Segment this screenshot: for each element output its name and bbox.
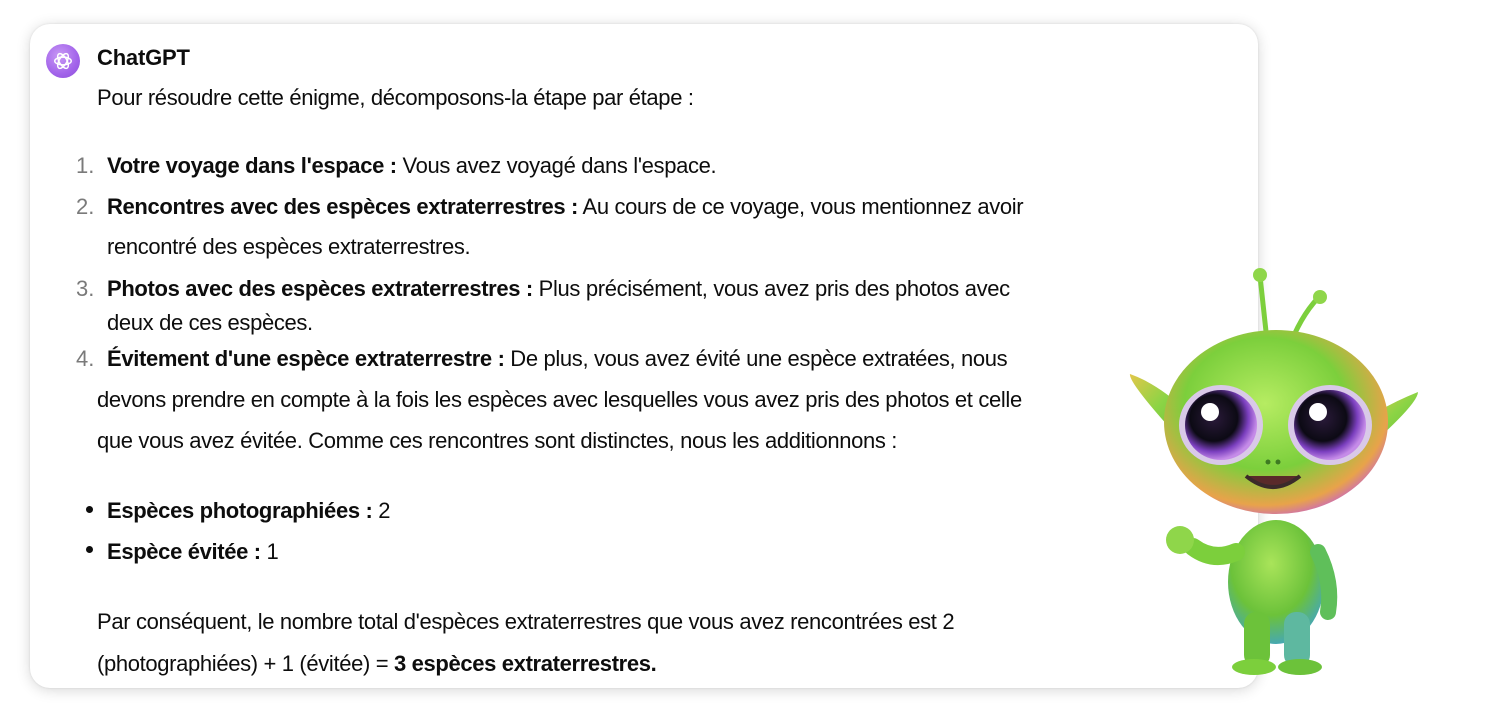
conclusion-result: 3 espèces extraterrestres.: [393, 651, 657, 676]
chatgpt-avatar-icon: [46, 44, 80, 78]
bullet-label: Espèce évitée :: [107, 539, 261, 564]
bullet-item: [107, 537, 278, 567]
paragraph-line: devons prendre en compte à la fois les espèces avec lesquelles vous avez pris des photos et celle: [97, 387, 1022, 412]
openai-logo-icon: [52, 50, 74, 72]
alien-mascot-icon: [1118, 262, 1438, 682]
conclusion-prefix: (photographiées) + 1 (évitée) =: [97, 651, 394, 676]
step-title: Évitement d'une espèce extraterrestre :: [107, 346, 505, 371]
list-item: [107, 344, 1007, 374]
step-number: 4.: [76, 346, 95, 371]
step-text: De plus, vous avez évité une espèce extraŧées, nous: [504, 346, 1008, 371]
step-number: 1.: [76, 153, 95, 178]
step-number: 2.: [76, 194, 95, 219]
bullet-dot: [86, 546, 93, 553]
list-item: [107, 274, 1010, 304]
list-item: [107, 151, 716, 181]
list-item: [107, 192, 1023, 222]
step-text: Vous avez voyagé dans l'espace.: [396, 153, 717, 178]
conclusion-line: Par conséquent, le nombre total d'espèces extraterrestres que vous avez rencontrées est 2: [97, 609, 955, 634]
message-author: ChatGPT: [97, 45, 190, 70]
step-title: Photos avec des espèces extraterrestres :: [107, 276, 533, 301]
step-text-continued: rencontré des espèces extraterrestres.: [107, 234, 471, 259]
bullet-value: 1: [260, 539, 279, 564]
bullet-value: 2: [372, 498, 391, 523]
bullet-item: [107, 496, 390, 526]
paragraph-line: que vous avez évitée. Comme ces rencontres sont distinctes, nous les additionnons :: [97, 428, 898, 453]
bullet-label: Espèces photographiées :: [107, 498, 373, 523]
step-text-continued: deux de ces espèces.: [107, 310, 313, 335]
bullet-dot: [86, 506, 93, 513]
step-title: Votre voyage dans l'espace :: [107, 153, 397, 178]
step-text: Plus précisément, vous avez pris des photos avec: [532, 276, 1010, 301]
message-intro: Pour résoudre cette énigme, décomposons-la étape par étape :: [97, 85, 694, 110]
step-text: Au cours de ce voyage, vous mentionnez avoir: [577, 194, 1024, 219]
step-title: Rencontres avec des espèces extraterrestres :: [107, 194, 578, 219]
conclusion-line: [97, 649, 656, 679]
step-number: 3.: [76, 276, 95, 301]
